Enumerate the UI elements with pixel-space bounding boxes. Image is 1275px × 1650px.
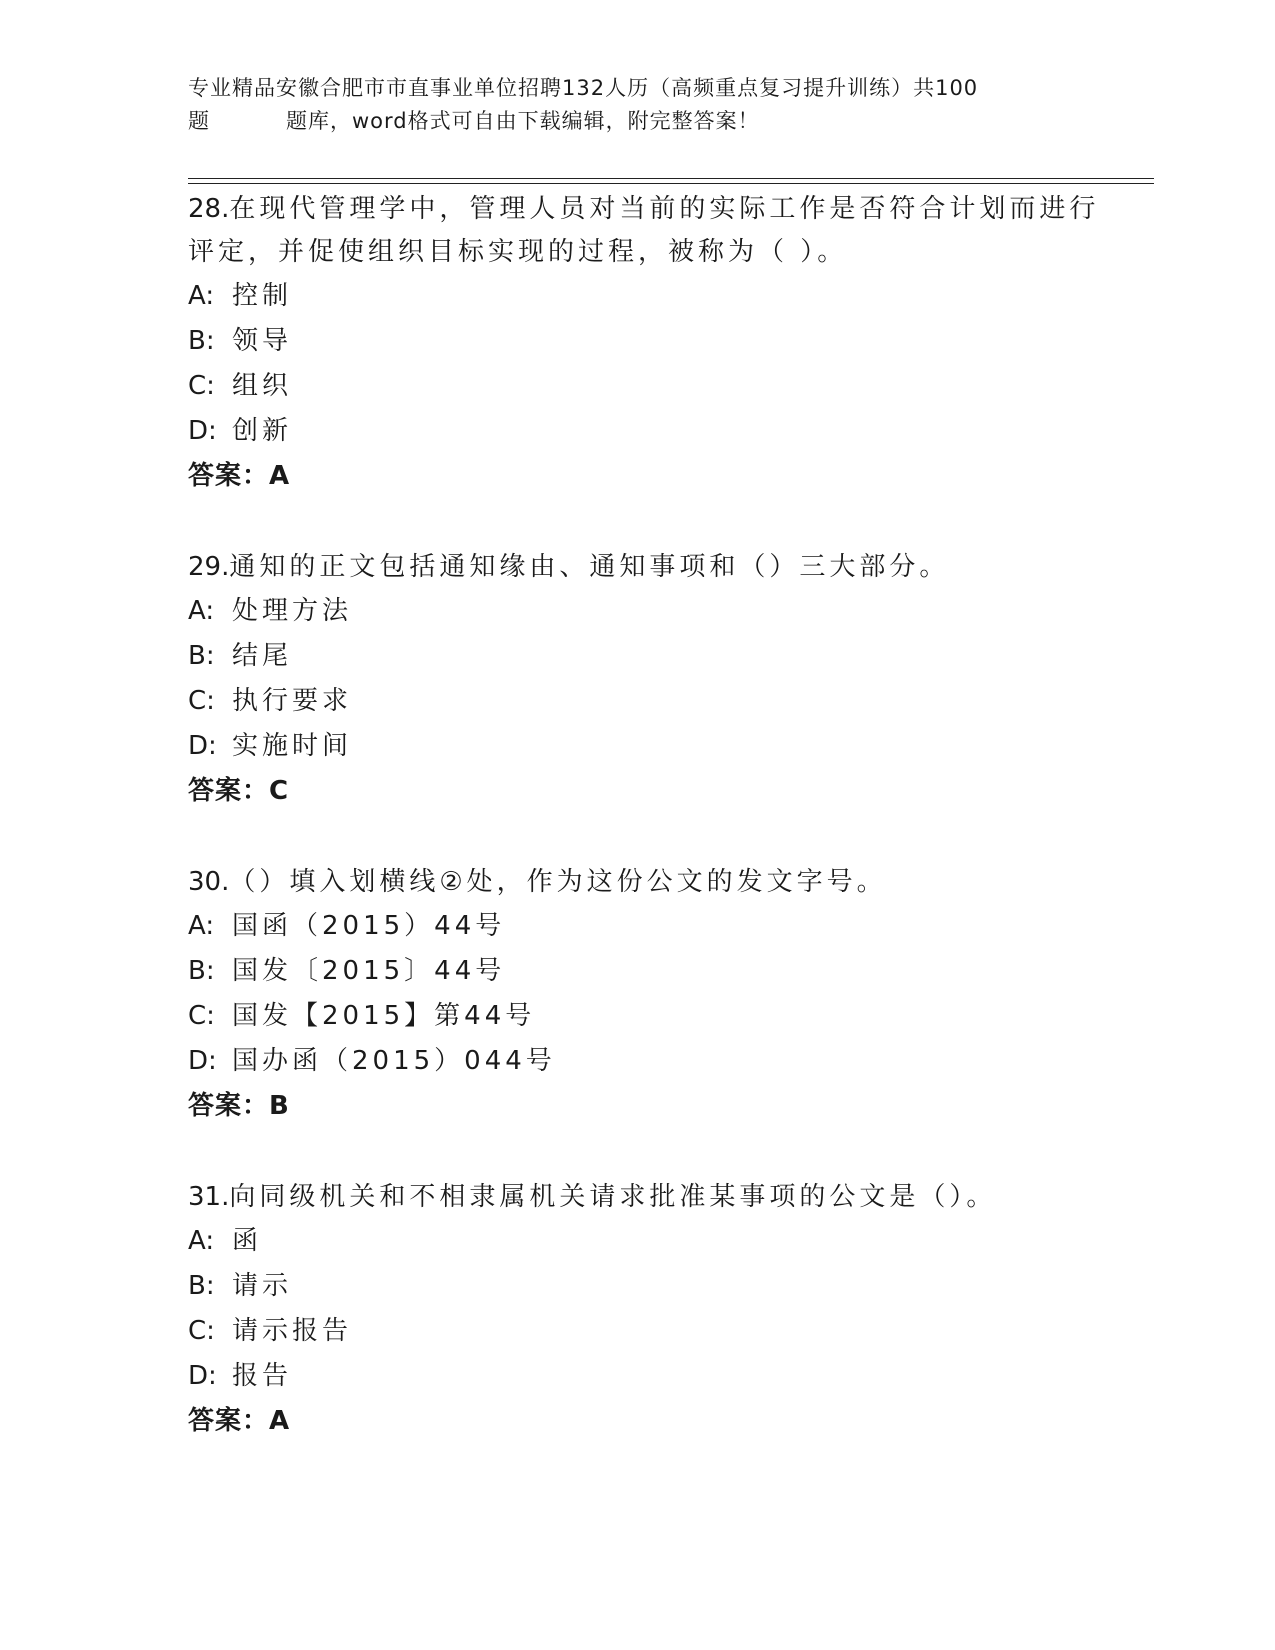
question-text — [188, 1176, 1108, 1219]
answer: 答案：C — [188, 776, 290, 806]
question-30 — [188, 861, 1108, 1129]
option-c — [188, 994, 1108, 1039]
question-list — [188, 188, 1108, 1491]
option-text: 结尾 — [232, 641, 293, 671]
option-b — [188, 949, 1108, 994]
option-label: A: — [188, 281, 215, 311]
answer: 答案：B — [188, 1091, 290, 1121]
question-text-line-1: （）填入划横线②处，作为这份公文的发文字号。 — [229, 867, 887, 897]
option-text: 创新 — [232, 416, 293, 446]
option-c — [188, 679, 1108, 724]
option-text: 国发【2015】第44号 — [232, 1001, 536, 1031]
option-d — [188, 1039, 1108, 1084]
document-header — [188, 72, 1088, 138]
question-text-line-1: 在现代管理学中，管理人员对当前的实际工作是否符合计划而进行 — [229, 194, 1100, 224]
option-b — [188, 1264, 1108, 1309]
option-label: C: — [188, 686, 215, 716]
option-text: 国发〔2015〕44号 — [232, 956, 506, 986]
option-label: C: — [188, 371, 215, 401]
option-label: D: — [188, 1046, 217, 1076]
option-text: 国函（2015）44号 — [232, 911, 506, 941]
option-text: 控制 — [232, 281, 293, 311]
answer: 答案：A — [188, 461, 291, 491]
option-label: B: — [188, 1271, 215, 1301]
option-label: B: — [188, 956, 215, 986]
option-text: 实施时间 — [232, 731, 353, 761]
answer: 答案：A — [188, 1406, 291, 1436]
header-line-2-text: 题库，word格式可自由下载编辑，附完整答案！ — [286, 109, 760, 133]
option-a — [188, 589, 1108, 634]
option-label: B: — [188, 326, 215, 356]
header-line-2-prefix: 题 — [188, 109, 210, 133]
option-text: 国办函（2015）044号 — [232, 1046, 556, 1076]
option-d — [188, 409, 1108, 454]
option-label: A: — [188, 911, 215, 941]
question-number: 29. — [188, 552, 230, 582]
question-number: 28. — [188, 194, 230, 224]
option-label: D: — [188, 1361, 217, 1391]
option-a — [188, 1219, 1108, 1264]
question-text — [188, 188, 1108, 231]
option-a — [188, 274, 1108, 319]
option-text: 领导 — [232, 326, 293, 356]
question-29 — [188, 546, 1108, 814]
option-label: A: — [188, 1226, 215, 1256]
question-text-line-1: 通知的正文包括通知缘由、通知事项和（）三大部分。 — [229, 552, 950, 582]
option-label: B: — [188, 641, 215, 671]
option-b — [188, 634, 1108, 679]
option-text: 处理方法 — [232, 596, 353, 626]
header-line-2 — [188, 105, 1088, 138]
option-label: C: — [188, 1316, 215, 1346]
option-a — [188, 904, 1108, 949]
question-28 — [188, 188, 1108, 499]
option-text: 请示 — [232, 1271, 293, 1301]
question-text-line-1: 向同级机关和不相隶属机关请求批准某事项的公文是（）。 — [229, 1182, 997, 1212]
question-number: 31. — [188, 1182, 230, 1212]
option-d — [188, 724, 1108, 769]
option-label: C: — [188, 1001, 215, 1031]
option-text: 请示报告 — [232, 1316, 353, 1346]
question-text-line-2: 评定，并促使组织目标实现的过程，被称为（ ）。 — [188, 237, 848, 267]
option-text: 函 — [232, 1226, 263, 1256]
option-c — [188, 1309, 1108, 1354]
option-b — [188, 319, 1108, 364]
option-d — [188, 1354, 1108, 1399]
option-label: D: — [188, 416, 217, 446]
option-label: D: — [188, 731, 217, 761]
option-text: 执行要求 — [232, 686, 353, 716]
question-text — [188, 546, 1108, 589]
question-text — [188, 861, 1108, 904]
header-double-rule — [188, 178, 1154, 184]
question-number: 30. — [188, 867, 230, 897]
option-c — [188, 364, 1108, 409]
option-text: 组织 — [232, 371, 293, 401]
option-text: 报告 — [232, 1361, 293, 1391]
option-label: A: — [188, 596, 215, 626]
question-31 — [188, 1176, 1108, 1444]
header-line-1: 专业精品安徽合肥市市直事业单位招聘132人历（高频重点复习提升训练）共100 — [188, 76, 979, 100]
